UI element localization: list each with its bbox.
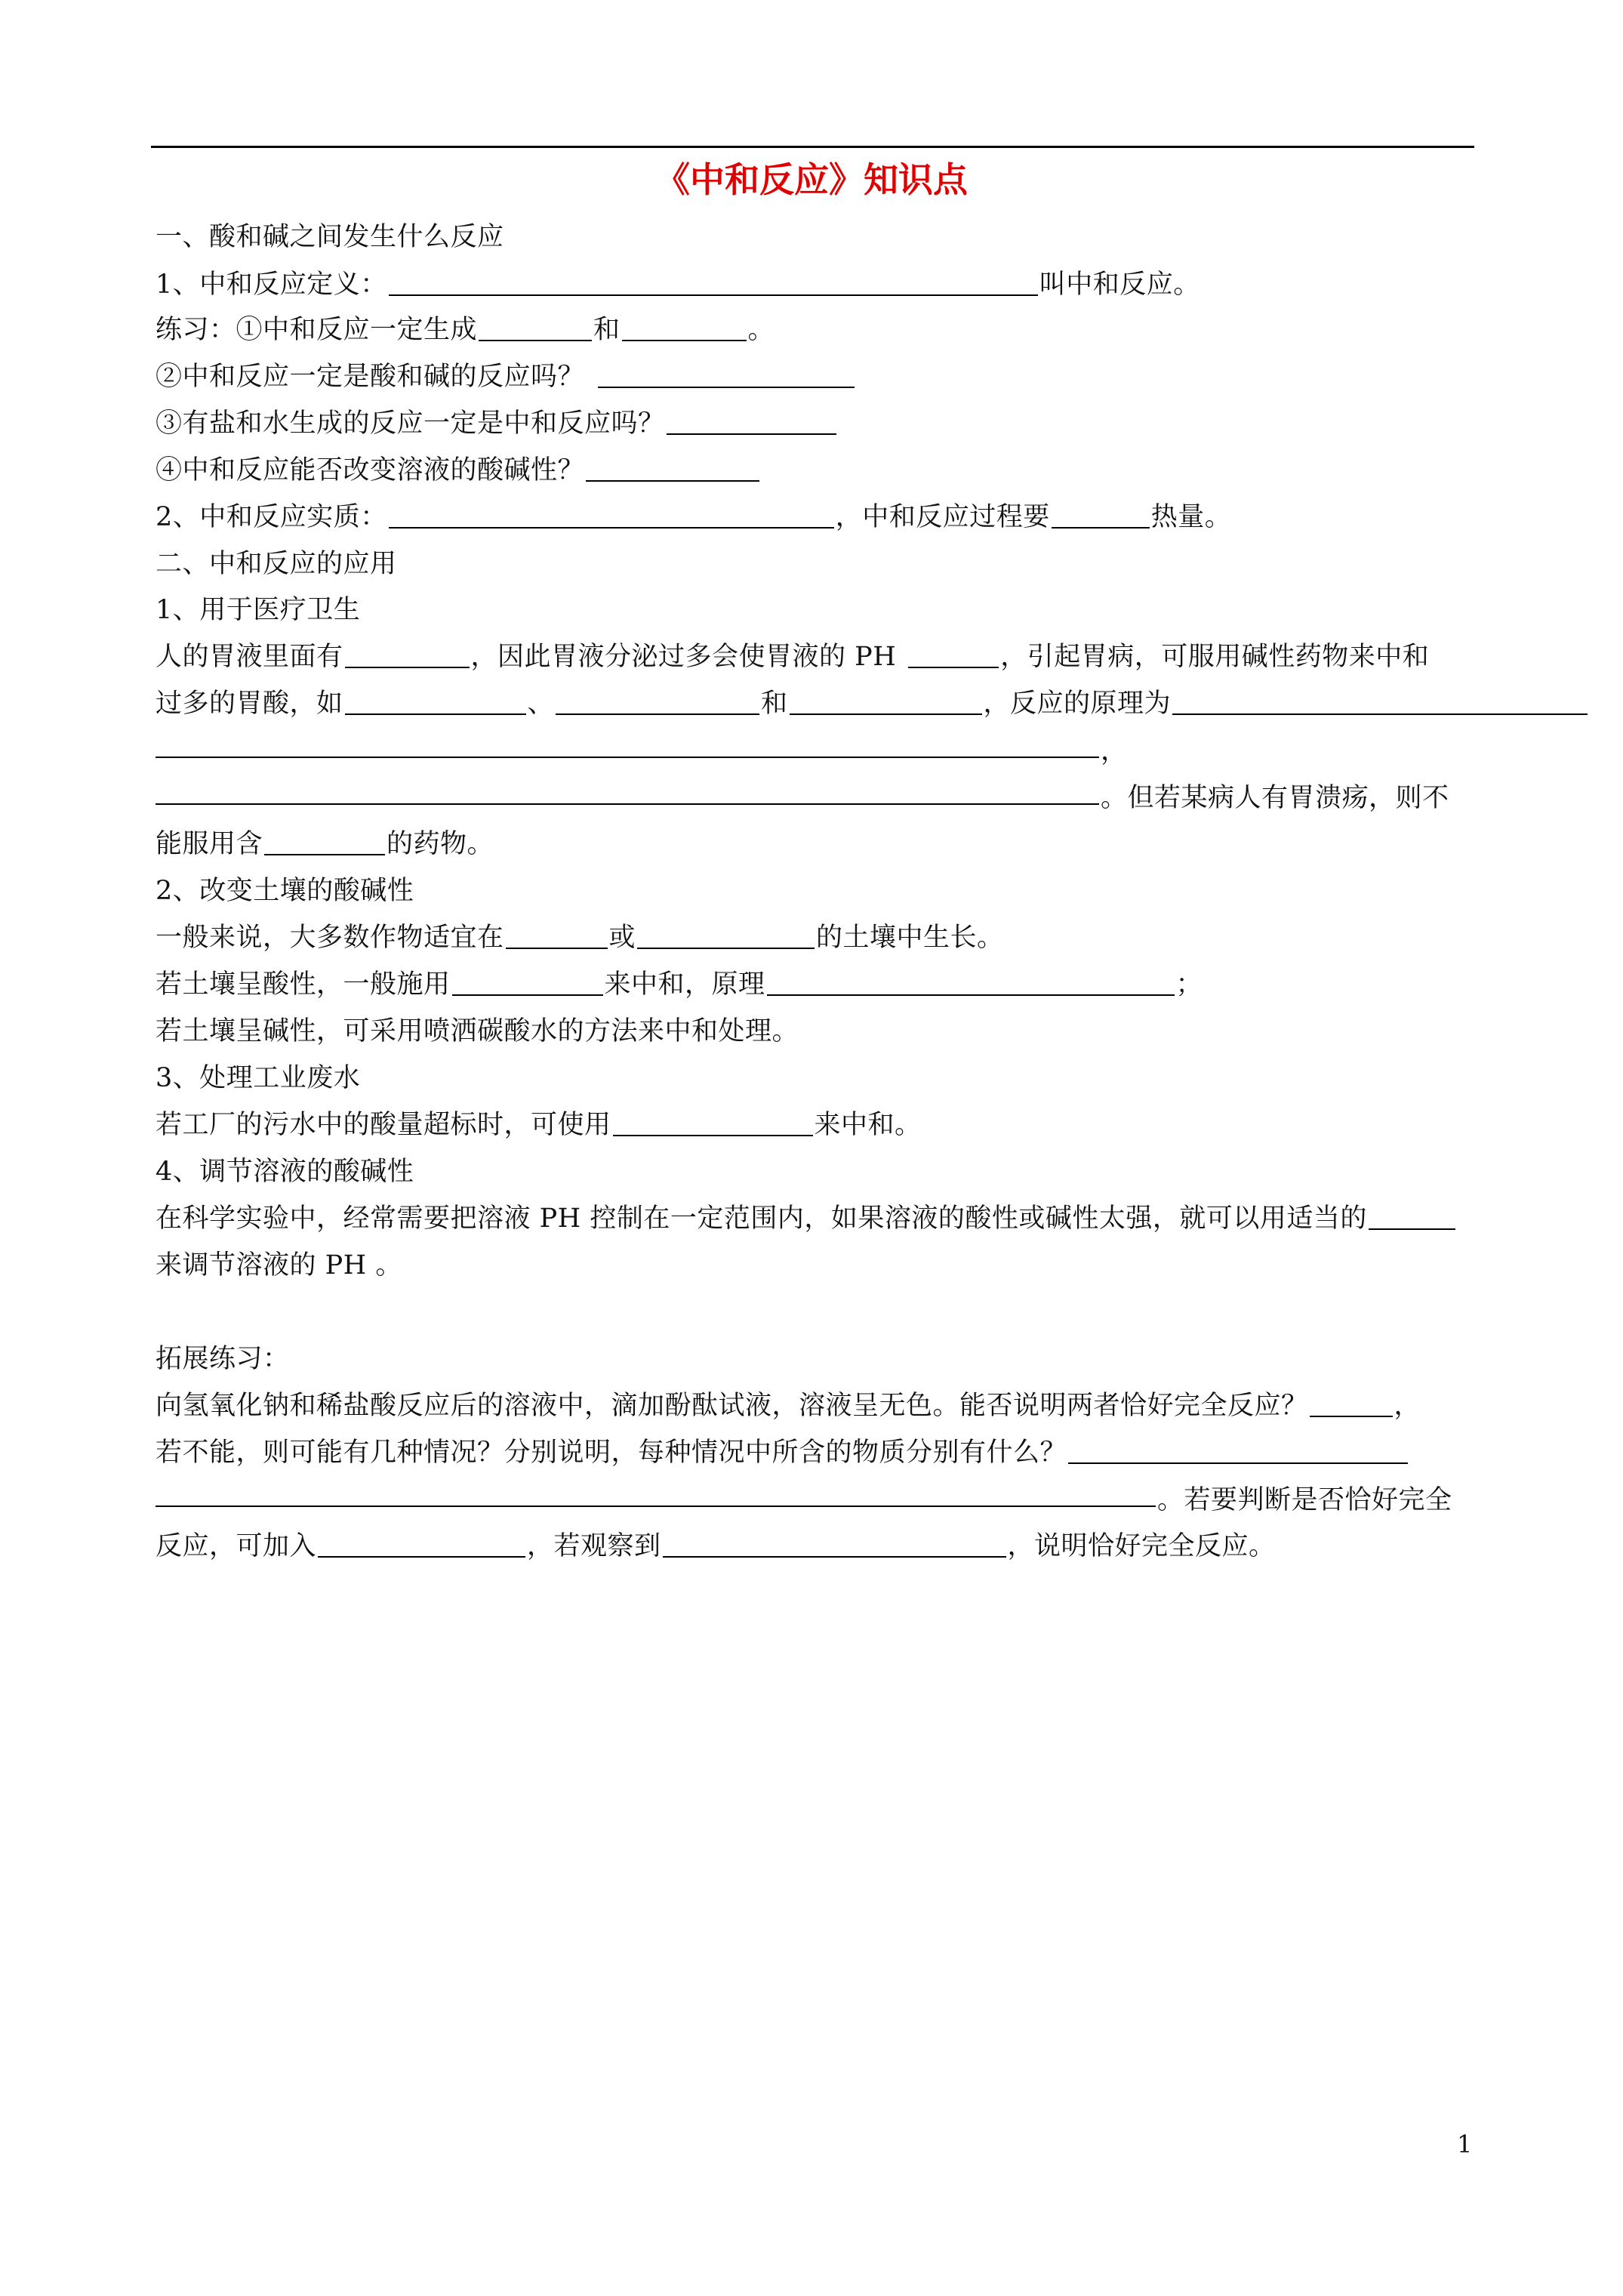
page-number: 1 — [1457, 2130, 1473, 2159]
adjust-heading: 4、调节溶液的酸碱性 — [156, 1157, 414, 1187]
ph-blank[interactable] — [908, 641, 999, 668]
question-3-line: ③有盐和水生成的反应一定是中和反应吗？ — [156, 405, 838, 442]
soil-blank-2[interactable] — [637, 922, 815, 949]
extension-heading: 拓展练习： — [156, 1344, 290, 1374]
principle-line-1-end: ， — [1101, 736, 1128, 766]
essence-blank[interactable] — [389, 501, 834, 529]
extension-line-2: 若不能，则可能有几种情况？分别说明，每种情况中所含的物质分别有什么？ — [156, 1434, 1409, 1472]
question-2-blank[interactable] — [598, 361, 855, 388]
soil-principle-blank[interactable] — [767, 969, 1175, 996]
principle-blank[interactable] — [1172, 688, 1588, 715]
principle-rule-1[interactable] — [156, 757, 1099, 758]
extension-line-4: 反应，可加入 ，若观察到 ，说明恰好完全反应。 — [156, 1531, 1276, 1561]
medical-line-5: 能服用含 的药物。 — [156, 829, 494, 859]
question-4-line: ④中和反应能否改变溶液的酸碱性？ — [156, 451, 761, 489]
page-title: 《中和反应》知识点 — [655, 159, 968, 200]
waste-blank[interactable] — [613, 1109, 813, 1136]
medicine-blank-2[interactable] — [556, 688, 759, 715]
soil-line-2: 若土壤呈酸性，一般施用 来中和，原理 ； — [156, 969, 1203, 1000]
waste-line-1: 若工厂的污水中的酸量超标时，可使用 来中和。 — [156, 1110, 922, 1140]
practice-blank-2[interactable] — [622, 314, 747, 341]
soil-line-3: 若土壤呈碱性，可采用喷洒碳酸水的方法来中和处理。 — [156, 1016, 799, 1046]
question-2-line: ②中和反应一定是酸和碱的反应吗？ — [156, 358, 856, 396]
adjust-blank[interactable] — [1369, 1203, 1455, 1230]
heat-blank[interactable] — [1052, 501, 1150, 529]
section1-heading: 一、酸和碱之间发生什么反应 — [156, 222, 504, 252]
soil-heading: 2、改变土壤的酸碱性 — [156, 876, 414, 906]
definition-line: 1、中和反应定义： 叫中和反应。 — [156, 270, 1200, 300]
definition-blank[interactable] — [389, 269, 1038, 296]
observation-blank[interactable] — [663, 1530, 1006, 1558]
question-3-blank[interactable] — [667, 408, 836, 435]
medical-line-1: 人的胃液里面有 ，因此胃液分泌过多会使胃液的 PH ，引起胃病，可服用碱性药物来中和 — [156, 642, 1430, 672]
adjust-line-1: 在科学实验中，经常需要把溶液 PH 控制在一定范围内，如果溶液的酸性或碱性太强，就可以用适当的 — [156, 1200, 1457, 1237]
soil-blank-1[interactable] — [506, 922, 608, 949]
waste-heading: 3、处理工业废水 — [156, 1063, 361, 1093]
extension-line-3-end: 。若要判断是否恰好完全 — [1157, 1485, 1452, 1515]
medicine-blank-1[interactable] — [345, 688, 526, 715]
adjust-line-2: 来调节溶液的 PH 。 — [156, 1250, 402, 1281]
ulcer-note: 。但若某病人有胃溃疡，则不 — [1101, 783, 1449, 813]
ulcer-blank[interactable] — [264, 828, 385, 855]
essence-line: 2、中和反应实质： ，中和反应过程要 热量。 — [156, 502, 1232, 532]
reagent-blank[interactable] — [318, 1530, 525, 1558]
extension-cases-blank[interactable] — [1068, 1437, 1408, 1464]
principle-rule-2[interactable] — [156, 803, 1099, 805]
medicine-blank-3[interactable] — [790, 688, 982, 715]
extension-yesno-blank[interactable] — [1310, 1390, 1393, 1417]
extension-line-1: 向氢氧化钠和稀盐酸反应后的溶液中，滴加酚酞试液，溶液呈无色。能否说明两者恰好完全反应？ ， — [156, 1391, 1421, 1421]
section2-heading: 二、中和反应的应用 — [156, 549, 397, 579]
question-4-blank[interactable] — [586, 455, 759, 482]
soil-line-1: 一般来说，大多数作物适宜在 或 的土壤中生长。 — [156, 923, 1004, 953]
medical-heading: 1、用于医疗卫生 — [156, 595, 361, 625]
practice-blank-1[interactable] — [479, 314, 592, 341]
practice-line: 练习：①中和反应一定生成 和 。 — [156, 315, 775, 345]
header-rule — [151, 146, 1474, 148]
soil-acid-blank[interactable] — [452, 969, 603, 996]
gastric-acid-blank[interactable] — [345, 641, 470, 668]
extension-rule[interactable] — [156, 1505, 1156, 1507]
medical-line-2: 过多的胃酸，如 、 和 ，反应的原理为 — [156, 685, 1589, 723]
